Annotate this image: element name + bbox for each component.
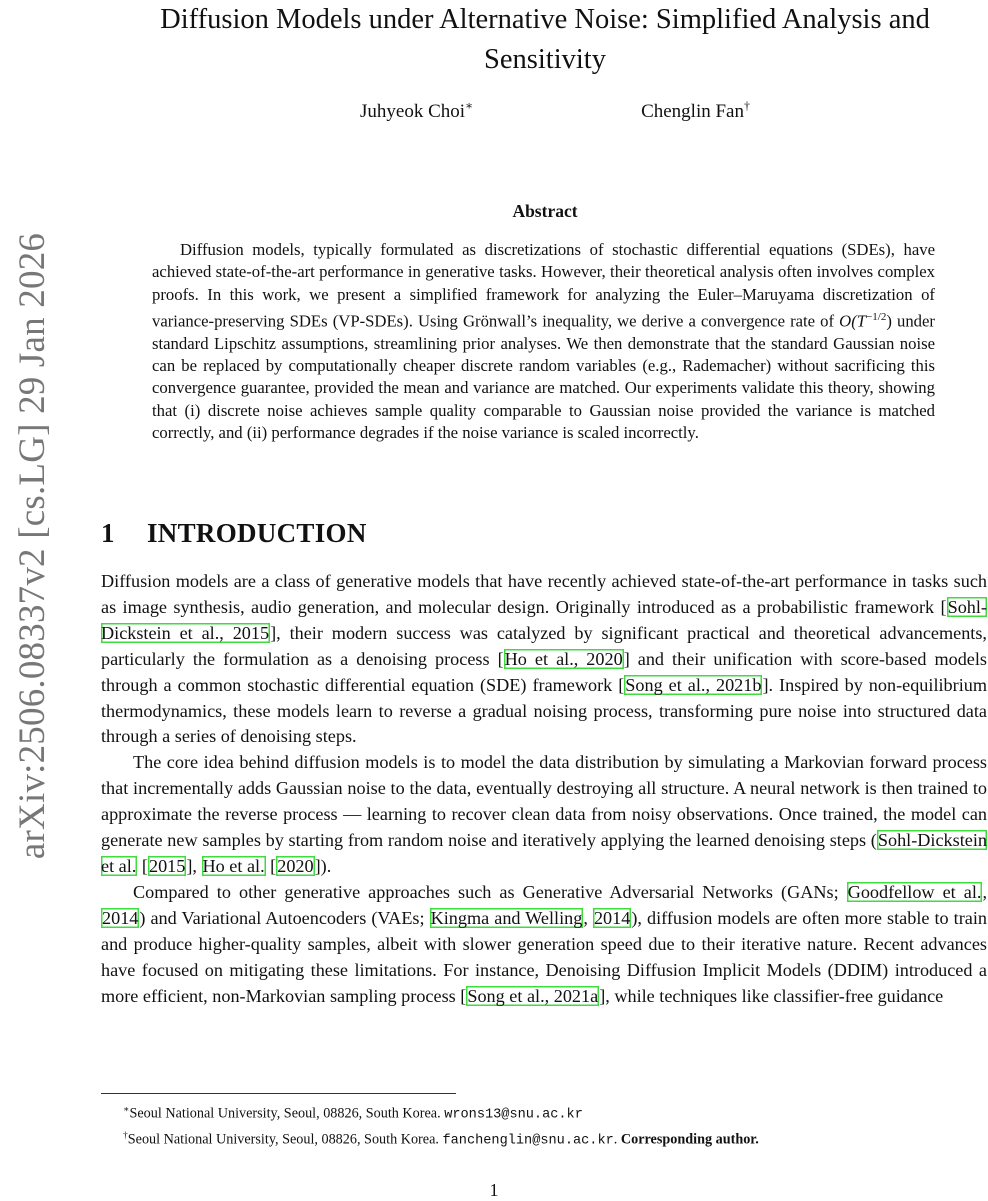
paper-title: Diffusion Models under Alternative Noise: Simplified Analysis and Sensitivity [160, 4, 930, 75]
footnote-affiliation: Seoul National University, Seoul, 08826, South Korea. [129, 1105, 445, 1122]
author-2-name: Chenglin Fan [641, 101, 744, 122]
citation-link[interactable]: 2020 [277, 855, 314, 876]
text-run: ], their modern success was catalyzed by significant practical and theoretical advancements, particularly the formulation as a denoising process [ [101, 622, 987, 669]
author-list [360, 98, 750, 131]
citation-link[interactable]: Ho et al. [202, 855, 265, 876]
text-run: ], while techniques like classifier-free guidance [599, 985, 944, 1006]
text-run: ) and Variational Autoencoders (VAEs; [139, 907, 430, 928]
text-run: Compared to other generative approaches such as Generative Adversarial Networks (GANs; [133, 881, 847, 902]
page-number: 1 [489, 1180, 499, 1200]
citation-link[interactable]: Sohl-Dickstein et al., 2015 [101, 596, 987, 643]
abstract-text [152, 239, 935, 444]
footnote-2 [101, 1126, 987, 1152]
author-1 [360, 98, 474, 131]
text-run: [ [137, 855, 148, 876]
text-run: Diffusion models are a class of generative models that have recently achieved state-of-the-art performance in tasks such as image synthesis, audio generation, and molecular design. Originally introduced as a probabilistic framework [ [101, 571, 987, 617]
footnote-1 [101, 1100, 987, 1126]
citation-link[interactable]: 2015 [148, 855, 186, 876]
citation-link[interactable]: 2014 [593, 907, 631, 928]
citation-link[interactable]: Goodfellow et al. [847, 881, 982, 902]
footnote-divider [101, 1093, 456, 1094]
citation-link[interactable]: Ho et al., 2020 [504, 648, 623, 669]
footnotes [101, 1100, 987, 1151]
citation-link[interactable]: Kingma and Welling [430, 907, 583, 928]
paragraph-1 [101, 569, 987, 750]
text-run: , [982, 881, 987, 902]
email-address[interactable]: wrons13@snu.ac.kr [444, 1107, 583, 1123]
text-run: ]. Inspired by non-equilibrium thermodynamics, these models learn to reverse a gradual noising process, transforming pure noise into structured data through a series of denoising steps. [101, 674, 987, 747]
text-run: [ [265, 855, 277, 876]
section-title: INTRODUCTION [147, 518, 367, 548]
author-1-mark: ∗ [465, 98, 474, 113]
email-address[interactable]: fanchenglin@snu.ac.kr [442, 1133, 614, 1149]
paragraph-2 [101, 750, 987, 880]
citation-link[interactable]: 2014 [102, 907, 139, 928]
arxiv-identifier: arXiv:2506.08337v2 [cs.LG] 29 Jan 2026 [12, 232, 53, 860]
text-run: , [583, 907, 593, 928]
section-number: 1 [101, 518, 115, 548]
citation-link[interactable]: Sohl-Dickstein et al. [101, 830, 987, 876]
footnote-note: Corresponding author. [620, 1131, 759, 1148]
text-run: ), diffusion models are often more stable to train and produce higher-quality samples, albeit with slower generation speed due to their iterative nature. Recent advances have focused on mitigating these limitations. For instance, Denoising Diffusion Implicit Models (DDIM) introduced a more efficient, non-Markovian sampling process [ [101, 907, 988, 1006]
author-2-mark: † [744, 98, 750, 113]
section-heading [101, 518, 701, 549]
convergence-rate-exponent: −1/2 [866, 310, 887, 323]
citation-link[interactable]: Song et al., 2021b [625, 674, 762, 695]
paragraph-3 [101, 880, 987, 1010]
convergence-rate: O(T [839, 311, 867, 331]
citation-link[interactable]: Song et al., 2021a [467, 985, 599, 1006]
abstract-heading: Abstract [512, 201, 578, 221]
convergence-rate-close: ) [886, 311, 892, 331]
author-1-name: Juhyeok Choi [360, 101, 466, 122]
text-run: ] and their unification with score-based models through a common stochastic differential equation (SDE) framework [ [101, 648, 987, 695]
body-text [101, 569, 987, 1009]
footnote-mark: † [123, 1130, 128, 1141]
footnote-affiliation: Seoul National University, Seoul, 08826, South Korea. [127, 1131, 443, 1148]
abstract-part-2: under standard Lipschitz assumptions, streamlining prior analyses. We then demonstrate that the standard Gaussian noise can be replaced by computationally cheaper discrete random variables (e.g., Rademacher) without sacrificing this convergence guarantee, provided the mean and variance are matched. Our experiments validate this theory, showing that (i) discrete noise achieves sample quality comparable to Gaussian noise provided the variance is matched correctly, and (ii) performance degrades if the noise variance is scaled incorrectly. [152, 311, 935, 442]
footnote-suffix: . [613, 1131, 621, 1148]
abstract-part-1: Diffusion models, typically formulated as discretizations of stochastic differential equations (SDEs), have achieved state-of-the-art performance in generative tasks. However, their theoretical analysis often involves complex proofs. In this work, we present a simplified framework for analyzing the Euler–Maruyama discretization of variance-preserving SDEs (VP-SDEs). Using Grönwall’s inequality, we derive a convergence rate of [152, 240, 935, 331]
footnote-mark: ∗ [123, 1105, 130, 1115]
author-2 [641, 98, 750, 131]
text-run: ]). [314, 855, 332, 876]
text-run: ], [186, 855, 202, 876]
text-run: The core idea behind diffusion models is to model the data distribution by simulating a Markovian forward process that incrementally adds Gaussian noise to the data, eventually destroying all structure. A neural network is then trained to approximate the reverse process — learning to recover clean data from noisy observations. Once trained, the model can generate new samples by starting from random noise and iteratively applying the learned denoising steps ( [101, 752, 987, 851]
